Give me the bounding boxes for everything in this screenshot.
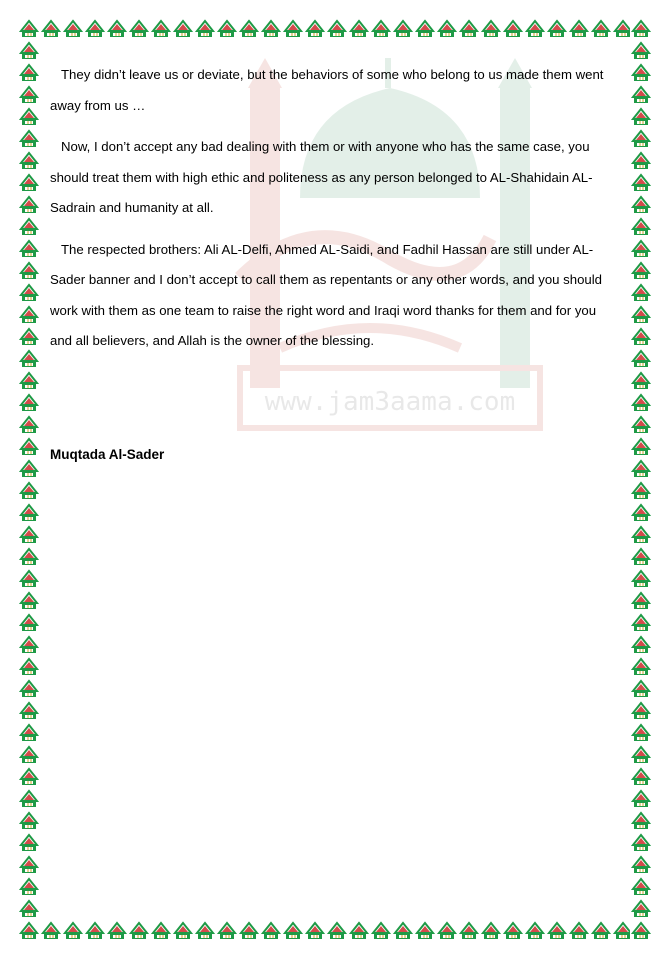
- left-border: [18, 18, 40, 942]
- paragraph-2: Now, I don’t accept any bad dealing with them or with anyone who has the same case, you should treat them with high ethic and politeness as any person belonged to AL-Shahidain AL-Sadrain and humanity at all.: [50, 139, 593, 215]
- signature: Muqtada Al-Sader: [50, 447, 165, 462]
- right-border: [630, 18, 652, 942]
- bottom-border: [18, 920, 652, 942]
- letter-body: [50, 60, 616, 368]
- paragraph-3: The respected brothers: Ali AL-Delfi, Ahmed AL-Saidi, and Fadhil Hassan are still under AL-Sader banner and I don’t accept to call them as repentants or any other words, and you should work with them as one team to raise the right word and Iraqi word thanks for them and for you and all believers, and Allah is the owner of the blessing.: [50, 241, 603, 348]
- top-border: [18, 18, 652, 40]
- paragraph-1: They didn’t leave us or deviate, but the behaviors of some who belong to us made them went away from us …: [50, 67, 604, 113]
- watermark-url: www.jam3aama.com: [264, 387, 516, 417]
